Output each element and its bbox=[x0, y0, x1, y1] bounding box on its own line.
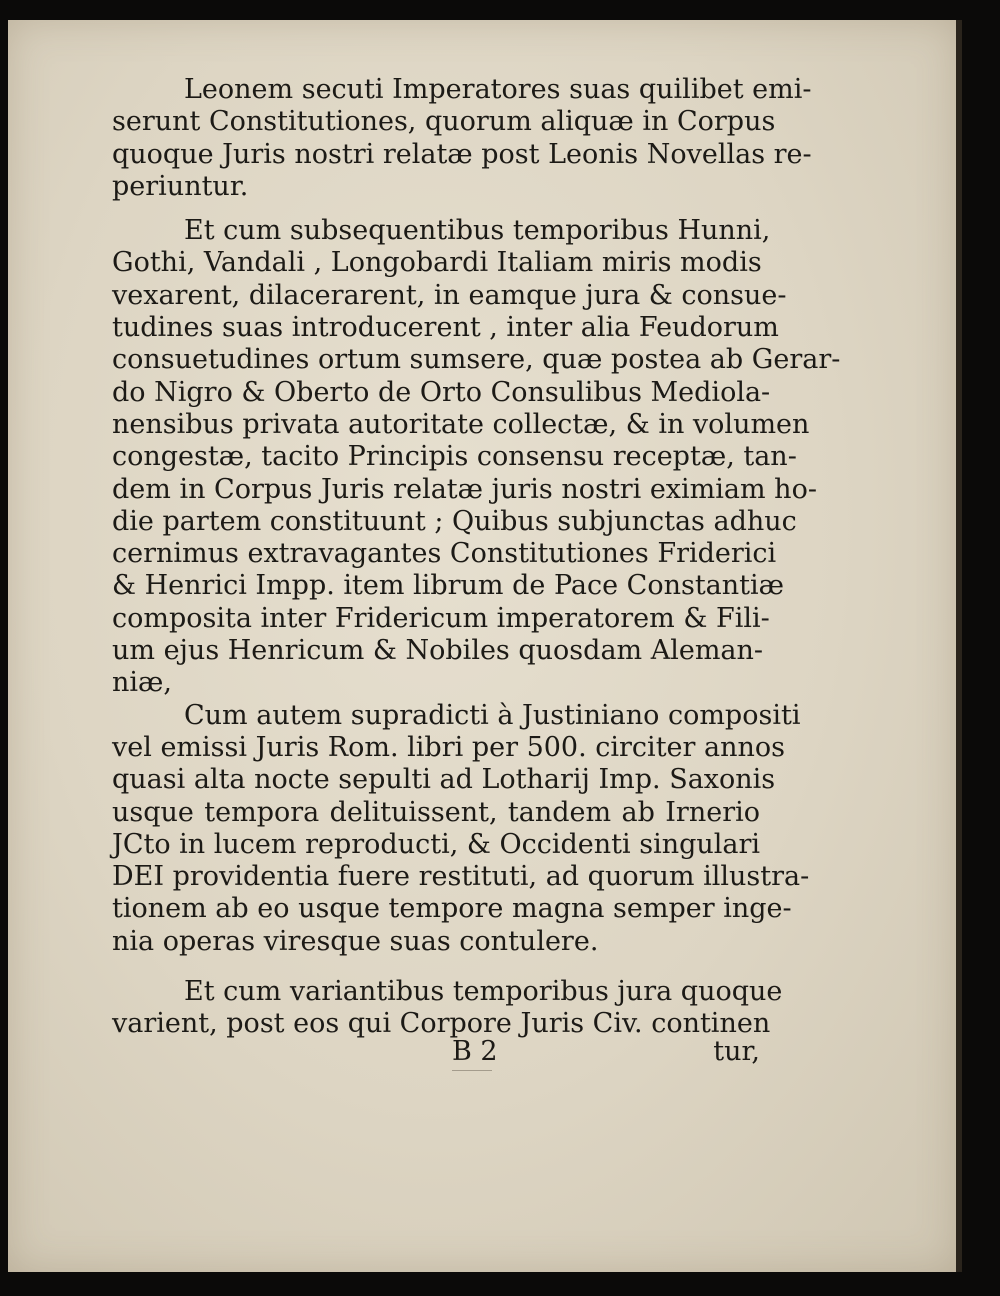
text-line: nia operas viresque suas contulere. bbox=[112, 925, 599, 957]
text-line: do Nigro & Oberto de Orto Consulibus Mediola- bbox=[112, 376, 771, 408]
text-line: cernimus extravagantes Constitutiones Friderici bbox=[112, 538, 777, 570]
text-line: varient, post eos qui Corpore Juris Civ. continen bbox=[112, 1008, 771, 1040]
page-footer bbox=[112, 1036, 760, 1070]
text-line: quasi alta nocte sepulti ad Lotharij Imp. Saxonis bbox=[112, 764, 776, 796]
text-line: Gothi, Vandali , Longobardi Italiam miris modis bbox=[112, 247, 762, 279]
text-line: nensibus privata autoritate collectæ, & in volumen bbox=[112, 408, 810, 440]
text-line: congestæ, tacito Principis consensu receptæ, tan- bbox=[112, 441, 797, 473]
text-line: vel emissi Juris Rom. libri per 500. circiter annos bbox=[112, 731, 785, 763]
text-line: tionem ab eo usque tempore magna semper inge- bbox=[112, 893, 792, 925]
page-edge bbox=[956, 20, 962, 1272]
text-line: serunt Constitutiones, quorum aliquæ in Corpus bbox=[112, 106, 776, 138]
text-line: tudines suas introducerent , inter alia Feudorum bbox=[112, 312, 779, 344]
text-line: um ejus Henricum & Nobiles quosdam Aleman- bbox=[112, 635, 764, 667]
text-line: composita inter Fridericum imperatorem & Fili- bbox=[112, 602, 770, 634]
text-line: periuntur. bbox=[112, 170, 249, 202]
paragraph bbox=[112, 74, 812, 203]
text-line: quoque Juris nostri relatæ post Leonis Novellas re- bbox=[112, 138, 812, 170]
text-line: niæ, bbox=[112, 667, 172, 699]
signature-underline bbox=[452, 1070, 492, 1071]
text-line: Et cum variantibus temporibus jura quoque bbox=[184, 976, 783, 1008]
text-line: JCto in lucem reproducti, & Occidenti singulari bbox=[112, 828, 761, 860]
text-line: Cum autem supradicti à Justiniano compositi bbox=[184, 699, 801, 731]
signature-mark: B 2 bbox=[452, 1036, 498, 1067]
paragraph-gap bbox=[112, 203, 760, 215]
paragraph bbox=[112, 976, 783, 1041]
paragraph bbox=[112, 699, 810, 958]
text-line: Et cum subsequentibus temporibus Hunni, bbox=[184, 215, 771, 247]
paragraph bbox=[112, 215, 841, 699]
text-line: dem in Corpus Juris relatæ juris nostri eximiam ho- bbox=[112, 473, 817, 505]
catchword: tur, bbox=[713, 1036, 760, 1067]
paragraph-gap bbox=[112, 958, 760, 976]
text-line: consuetudines ortum sumsere, quæ postea ab Gerar- bbox=[112, 344, 841, 376]
text-line: vexarent, dilacerarent, in eamque jura & consue- bbox=[112, 279, 787, 311]
text-line: & Henrici Impp. item librum de Pace Constantiæ bbox=[112, 570, 785, 602]
body-text bbox=[112, 74, 841, 1041]
text-line: usque tempora delituissent, tandem ab Irnerio bbox=[112, 796, 760, 828]
text-line: Leonem secuti Imperatores suas quilibet emi- bbox=[184, 74, 812, 105]
text-line: DEI providentia fuere restituti, ad quorum illustra- bbox=[112, 861, 810, 893]
text-line: die partem constituunt ; Quibus subjunctas adhuc bbox=[112, 505, 797, 537]
